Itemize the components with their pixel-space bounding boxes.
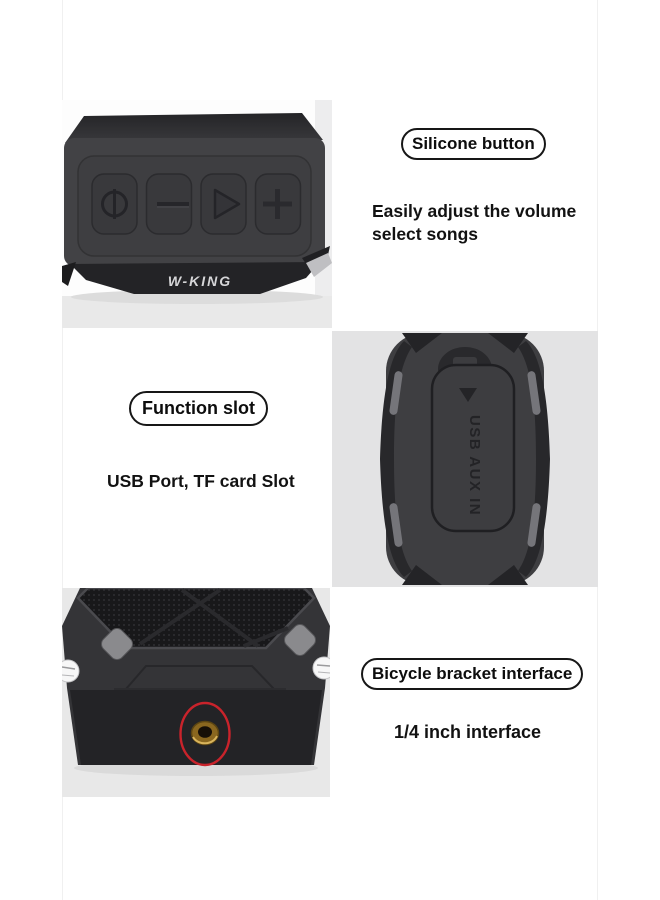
port-label: USB AUX IN [466, 415, 483, 517]
left-screw-icon [62, 660, 79, 682]
description-line: select songs [372, 224, 479, 244]
volume-down-icon [157, 204, 189, 207]
brand-logo: W-KING [167, 273, 233, 289]
callout-silicone-button [401, 128, 546, 160]
speaker-side-photo [332, 331, 598, 587]
bicycle-bracket-description: 1/4 inch interface [394, 722, 542, 742]
speaker-top-photo [62, 100, 332, 328]
callout-function-slot [129, 391, 268, 426]
callout-function-slot-label: Function slot [142, 398, 255, 418]
right-screw-icon [313, 657, 330, 679]
callout-bicycle-bracket [361, 658, 583, 690]
callout-silicone-button-label: Silicone button [412, 134, 535, 153]
callout-bicycle-bracket-label: Bicycle bracket interface [372, 664, 573, 683]
speaker-bottom-photo [62, 588, 330, 797]
function-slot-description: USB Port, TF card Slot [107, 471, 295, 491]
silicone-button-description [372, 200, 576, 246]
description-line: Easily adjust the volume [372, 201, 577, 221]
quarter-inch-insert [192, 722, 219, 745]
